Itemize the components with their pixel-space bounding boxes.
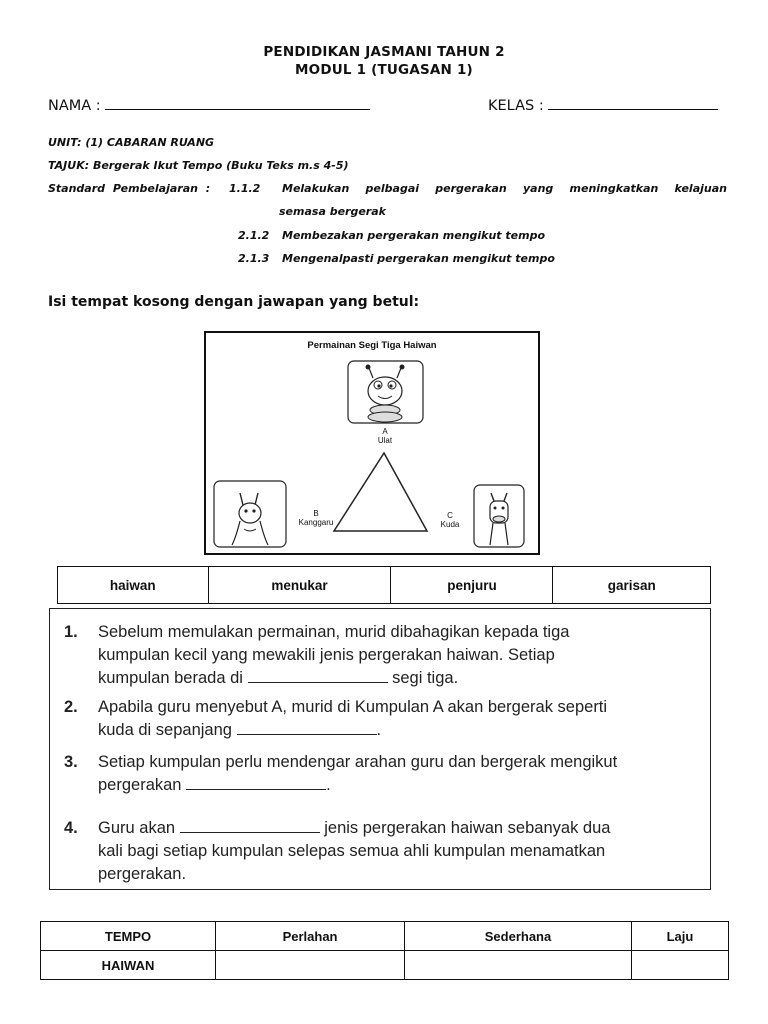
haiwan-answer-cell[interactable] (631, 951, 728, 980)
answer-blank-4[interactable] (180, 818, 320, 833)
word-bank-item: penjuru (391, 567, 553, 604)
question-text: kali bagi setiap kumpulan selepas semua ahli kumpulan menamatkan (98, 842, 606, 860)
word-bank-row (58, 567, 711, 604)
answer-blank-3[interactable] (186, 775, 326, 790)
standard-code: 1.1.2 (229, 182, 261, 195)
kelas-blank[interactable] (548, 97, 718, 110)
word-bank-table (57, 566, 711, 604)
question-3 (64, 751, 680, 797)
worksheet-title: PENDIDIKAN JASMANI TAHUN 2 (263, 44, 505, 60)
tempo-header-cell: TEMPO (41, 922, 216, 951)
standard-code: 2.1.3 (238, 252, 270, 265)
instruction-text: Isi tempat kosong dengan jawapan yang betul: (48, 294, 420, 310)
question-text: . (376, 721, 382, 739)
question-text: kumpulan berada di (98, 669, 243, 687)
nama-blank[interactable] (105, 97, 370, 110)
question-text: Apabila guru menyebut A, murid di Kumpulan A akan bergerak seperti (98, 698, 608, 716)
tempo-header-cell: Sederhana (405, 922, 632, 951)
standard-text: Mengenalpasti pergerakan mengikut tempo (282, 252, 555, 265)
tempo-table (40, 921, 729, 980)
question-text: kumpulan kecil yang mewakili jenis pergerakan haiwan. Setiap (98, 646, 555, 664)
standard-label: Standard Pembelajaran : (48, 182, 211, 195)
corner-c-letter: C (447, 511, 453, 520)
question-4 (64, 817, 680, 886)
haiwan-label-cell: HAIWAN (41, 951, 216, 980)
question-text: kuda di sepanjang (98, 721, 232, 739)
corner-c-name: Kuda (440, 520, 460, 529)
question-text: jenis pergerakan haiwan sebanyak dua (324, 819, 611, 837)
question-number: 3. (64, 753, 78, 771)
corner-a-letter: A (382, 427, 388, 436)
question-text: segi tiga. (392, 669, 459, 687)
word-bank-item: garisan (553, 567, 711, 604)
question-text-line (64, 817, 680, 840)
standard-code: 2.1.2 (238, 229, 270, 242)
standard-text-cont: semasa bergerak (279, 205, 386, 218)
kelas-label: KELAS : (488, 98, 544, 114)
question-text: . (326, 776, 331, 794)
question-text-line (64, 774, 680, 797)
tempo-header-row (41, 922, 729, 951)
question-number: 4. (64, 819, 78, 837)
module-title: MODUL 1 (TUGASAN 1) (295, 62, 473, 78)
corner-a-name: Ulat (377, 436, 393, 445)
question-number: 2. (64, 698, 78, 716)
corner-a-label (371, 427, 399, 445)
corner-c-label (432, 511, 468, 529)
answer-blank-1[interactable] (248, 668, 388, 683)
question-text: Sebelum memulakan permainan, murid dibahagikan kepada tiga (98, 623, 570, 641)
corner-b-letter: B (313, 509, 319, 518)
word-bank-item: haiwan (58, 567, 209, 604)
question-text: pergerakan (98, 776, 182, 794)
triangle-shape (334, 453, 427, 531)
question-text-line (64, 667, 680, 690)
tempo-haiwan-row (41, 951, 729, 980)
unit-text: UNIT: (1) CABARAN RUANG (48, 136, 215, 149)
question-number: 1. (64, 623, 78, 641)
haiwan-answer-cell[interactable] (405, 951, 632, 980)
word-bank-item: menukar (208, 567, 391, 604)
question-text: Setiap kumpulan perlu mendengar arahan guru dan bergerak mengikut (98, 753, 618, 771)
corner-b-label (292, 509, 340, 527)
corner-b-name: Kanggaru (298, 518, 334, 527)
tajuk-text: TAJUK: Bergerak Ikut Tempo (Buku Teks m.s 4-5) (48, 159, 349, 172)
standard-text: Membezakan pergerakan mengikut tempo (282, 229, 546, 242)
nama-field (48, 97, 370, 114)
triangle-game-figure (204, 331, 540, 555)
kelas-field (488, 97, 718, 114)
standard-text: Melakukan pelbagai pergerakan yang meningkatkan kelajuan (282, 182, 727, 195)
question-text: Guru akan (98, 819, 176, 837)
answer-blank-2[interactable] (237, 720, 377, 735)
question-1 (64, 621, 680, 690)
question-2 (64, 696, 680, 742)
haiwan-answer-cell[interactable] (216, 951, 405, 980)
question-text-line (64, 719, 680, 742)
figure-title: Permainan Segi Tiga Haiwan (307, 340, 437, 351)
questions-box (49, 608, 711, 890)
question-text: pergerakan. (98, 865, 187, 883)
nama-label: NAMA : (48, 98, 101, 114)
tempo-header-cell: Perlahan (216, 922, 405, 951)
tempo-header-cell: Laju (631, 922, 728, 951)
